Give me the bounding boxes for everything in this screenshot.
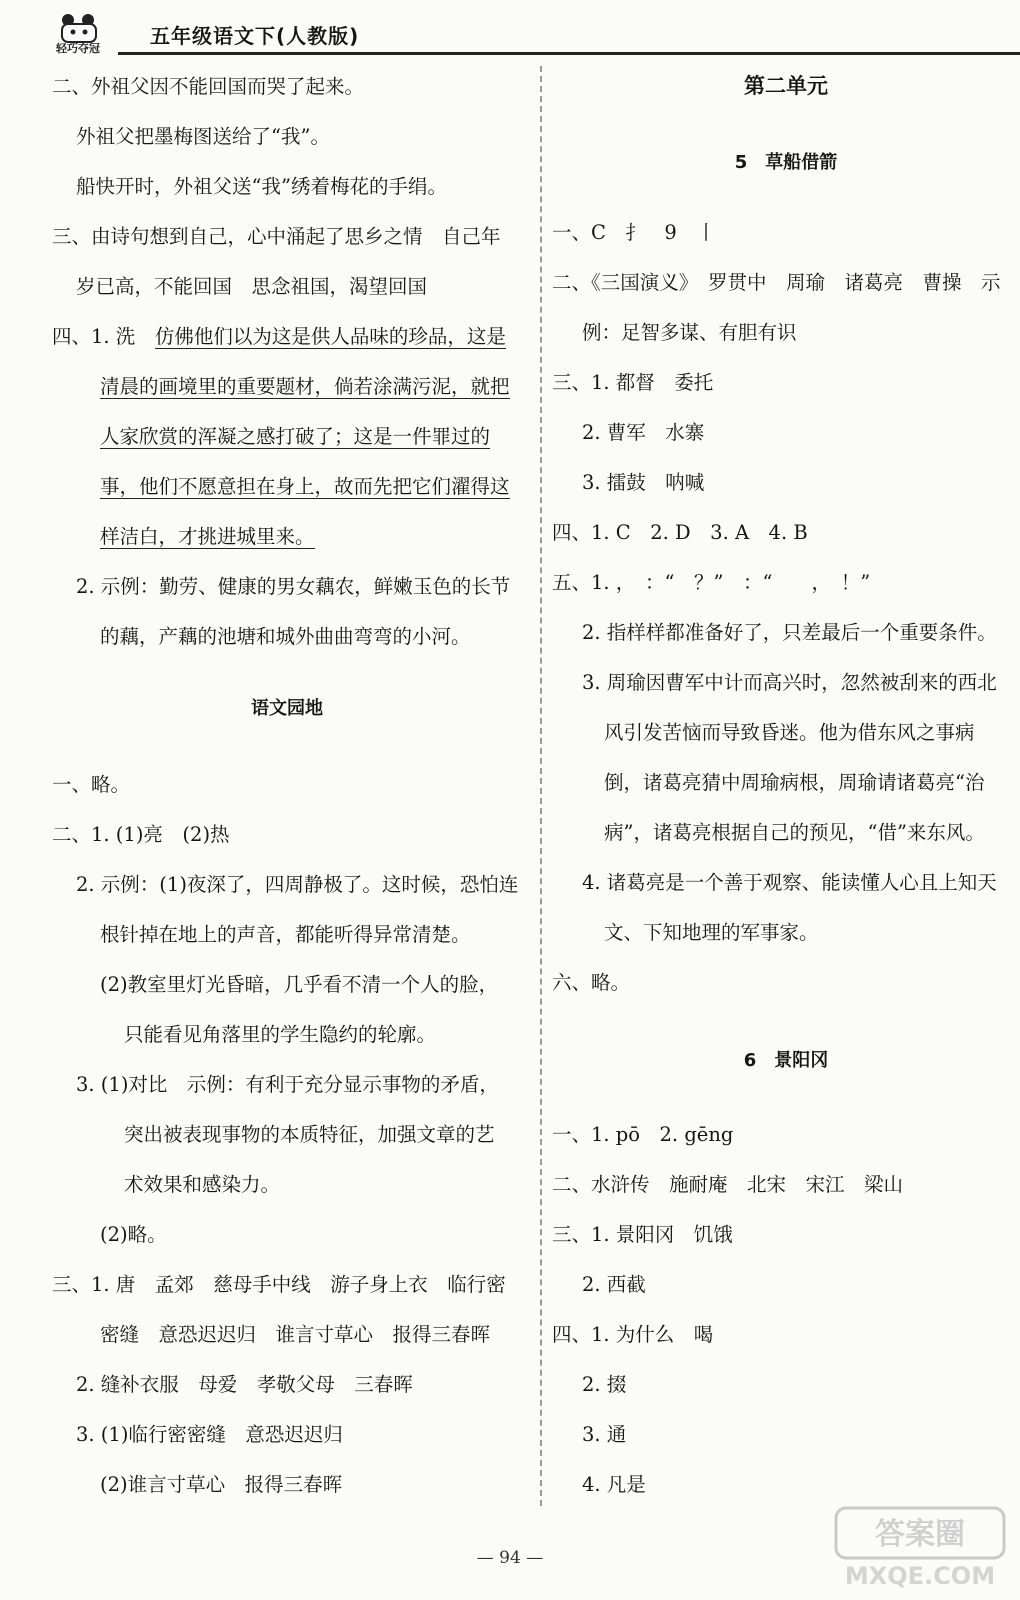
watermark-logo	[830, 1500, 1010, 1595]
answer-line: 三、由诗句想到自己，心中涌起了思乡之情 自己年	[52, 225, 501, 248]
answer-line: 2. 西截	[582, 1273, 646, 1296]
answer-line: 外祖父把墨梅图送给了“我”。	[76, 125, 330, 148]
svg-text:轻巧夺冠: 轻巧夺冠	[56, 42, 100, 54]
underlined-sentence: 事，他们不愿意担在身上，故而先把它们濯得这	[100, 475, 510, 498]
answer-line: 3. (1)临行密密缝 意恐迟迟归	[76, 1423, 343, 1446]
answer-line: 3. 擂鼓 呐喊	[582, 471, 705, 494]
answer-line: 2. 示例：勤劳、健康的男女藕农，鲜嫩玉色的长节	[76, 575, 511, 598]
answer-line: 2. 示例：(1)夜深了，四周静极了。这时候，恐怕连	[76, 873, 519, 896]
answer-line: 例：足智多谋、有胆有识	[582, 321, 797, 344]
underlined-sentence: 清晨的画境里的重要题材，倘若涂满污泥，就把	[100, 375, 510, 398]
answer-line: 一、C 扌 9 丨	[552, 221, 716, 244]
underlined-sentence: 人家欣赏的浑凝之感打破了；这是一件罪过的	[100, 425, 491, 448]
answer-line: 2. 缝补衣服 母爱 孝敬父母 三春晖	[76, 1373, 413, 1396]
logo-icon	[48, 8, 118, 54]
answer-line: 五、1. ， ：“ ？” ：“ ， ！”	[552, 571, 871, 594]
answer-line: 4. 凡是	[582, 1473, 646, 1496]
svg-text:答案圈: 答案圈	[875, 1517, 965, 1552]
svg-text:MXQE.COM: MXQE.COM	[844, 1562, 996, 1590]
underlined-sentence: 仿佛他们以为这是供人品味的珍品，这是	[154, 325, 506, 348]
answer-line: 三、1. 都督 委托	[552, 371, 714, 394]
answer-line: (2)教室里灯光昏暗，几乎看不清一个人的脸，	[100, 973, 499, 996]
page-header	[0, 0, 1020, 60]
answer-line: 三、1. 景阳冈 饥饿	[552, 1223, 733, 1246]
answer-line: 2. 掇	[582, 1373, 627, 1396]
answer-line: 4. 诸葛亮是一个善于观察、能读懂人心且上知天	[582, 871, 997, 894]
answer-line: 文、下知地理的军事家。	[604, 921, 819, 944]
answer-line: 3. (1)对比 示例：有利于充分显示事物的矛盾，	[76, 1073, 499, 1096]
answer-line: 2. 指样样都准备好了，只差最后一个重要条件。	[582, 621, 997, 644]
page-number: — 94 —	[476, 1548, 544, 1568]
answer-line: 二、1. (1)亮 (2)热	[52, 823, 230, 846]
answer-line: 船快开时，外祖父送“我”绣着梅花的手绢。	[76, 175, 447, 198]
answer-line: 四、1. C 2. D 3. A 4. B	[552, 521, 808, 544]
answer-line: 3. 周瑜因曹军中计而高兴时，忽然被刮来的西北	[582, 671, 997, 694]
answer-line: 三、1. 唐 孟郊 慈母手中线 游子身上衣 临行密	[52, 1273, 506, 1296]
answer-line: (2)谁言寸草心 报得三春晖	[100, 1473, 343, 1496]
column-divider	[540, 66, 542, 1506]
answer-line: 术效果和感染力。	[124, 1173, 281, 1196]
answer-line: 二、外祖父因不能回国而哭了起来。	[52, 75, 365, 98]
answer-line: 风引发苦恼而导致昏迷。他为借东风之事病	[604, 721, 975, 744]
book-title: 五年级语文下(人教版)	[150, 24, 360, 48]
answer-line: 密缝 意恐迟迟归 谁言寸草心 报得三春晖	[100, 1323, 491, 1346]
answer-line: 二、水浒传 施耐庵 北宋 宋江 梁山	[552, 1173, 904, 1196]
answer-line: 2. 曹军 水寨	[582, 421, 705, 444]
underlined-sentence: 样洁白，才挑进城里来。	[100, 525, 315, 548]
answer-line: 二、《三国演义》 罗贯中 周瑜 诸葛亮 曹操 示	[552, 271, 1001, 294]
answer-line: 岁已高，不能回国 思念祖国，渴望回国	[76, 275, 428, 298]
answer-line: 根针掉在地上的声音，都能听得异常清楚。	[100, 923, 471, 946]
answer-text: 四、1. 洗	[52, 325, 155, 348]
answer-line: 的藕，产藕的池塘和城外曲曲弯弯的小河。	[100, 625, 471, 648]
answer-line	[52, 322, 506, 352]
answer-line: 一、1. pō 2. gēng	[552, 1123, 734, 1146]
answer-line: 倒，诸葛亮猜中周瑜病根，周瑜请诸葛亮“治	[604, 771, 985, 794]
section-title: 语文园地	[251, 698, 323, 719]
header-rule	[118, 52, 1020, 55]
section-title: 6 景阳冈	[743, 1050, 829, 1071]
answer-line: 病”，诸葛亮根据自己的预见，“借”来东风。	[604, 821, 985, 844]
answer-line: 突出被表现事物的本质特征，加强文章的艺	[124, 1123, 495, 1146]
answer-line: 六、略。	[552, 971, 631, 994]
section-title: 5 草船借箭	[734, 152, 838, 173]
unit-title: 第二单元	[744, 74, 828, 98]
answer-line: 四、1. 为什么 喝	[552, 1323, 714, 1346]
answer-line: 3. 通	[582, 1423, 627, 1446]
answer-line: 一、略。	[52, 773, 131, 796]
answer-line: 只能看见角落里的学生隐约的轮廓。	[124, 1023, 437, 1046]
answer-line: (2)略。	[100, 1223, 167, 1246]
